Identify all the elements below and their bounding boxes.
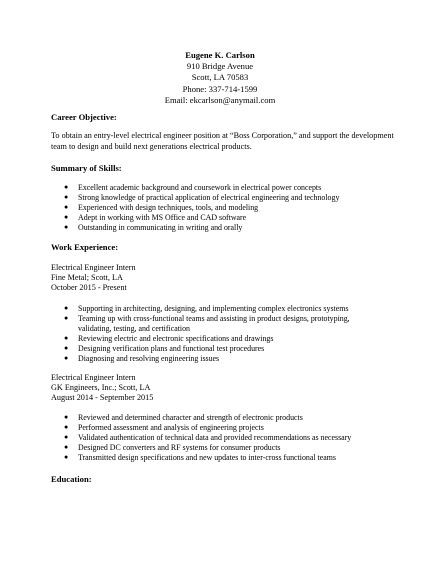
bullet-icon: ● (64, 202, 69, 211)
list-item: ● Excellent academic background and coursework in electrical power concepts (64, 183, 322, 192)
list-item: ● Performed assessment and analysis of engineering projects (64, 422, 264, 432)
job-header-2 (51, 373, 153, 403)
list-item: ● Outstanding in communicating in writing and orally (64, 222, 243, 232)
career-objective-text: To obtain an entry-level electrical engineer position at “Boss Corporation,” and support the development team to design and build next generations electrical products. (51, 131, 394, 151)
job-company: GK Engineers, Inc.; Scott, LA (51, 383, 151, 392)
bullet-icon: ● (64, 183, 69, 191)
street-address: 910 Bridge Avenue (186, 61, 254, 72)
bullet-icon: ● (64, 452, 69, 461)
job-company: Fine Metal; Scott, LA (51, 273, 123, 282)
education-heading: Education: (51, 474, 92, 484)
list-item: ● Designing verification plans and functional test procedures (64, 343, 265, 353)
list-item: ● Supporting in architecting, designing, and implementing complex electronics systems (64, 304, 349, 313)
list-item: ● Validated authentication of technical data and provided recommendations as necessary (64, 432, 352, 442)
list-item: ● Strong knowledge of practical application of electrical engineering and technology (64, 192, 340, 202)
job-role: Electrical Engineer Intern (51, 373, 136, 382)
contact-header (0, 50, 440, 106)
bullet-icon: ● (64, 343, 69, 352)
city-state-zip: Scott, LA 70583 (191, 72, 249, 83)
job-duties-list-2 (64, 413, 384, 463)
list-item: ● Teaming up with cross-functional teams and assisting in product designs, prototyping, validating, testing, and certification (64, 313, 350, 333)
list-item: ● Transmitted design specifications and new updates to inter-cross functional teams (64, 452, 336, 462)
job-duties-list-1 (64, 304, 384, 363)
bullet-icon: ● (64, 222, 69, 231)
list-item: ● Diagnosing and resolving engineering issues (64, 353, 220, 363)
list-item: ● Experienced with design techniques, tools, and modeling (64, 202, 259, 212)
bullet-icon: ● (64, 413, 69, 421)
bullet-icon: ● (64, 432, 69, 441)
skills-list (64, 183, 384, 233)
job-dates: August 2014 - September 2015 (51, 393, 154, 402)
list-item: ● Designed DC converters and RF systems for consumer products (64, 442, 281, 452)
bullet-icon: ● (64, 353, 69, 362)
list-item: ● Adept in working with MS Office and CAD software (64, 212, 247, 222)
bullet-icon: ● (64, 304, 69, 312)
bullet-icon: ● (64, 192, 69, 201)
bullet-icon: ● (64, 313, 69, 322)
skills-heading: Summary of Skills: (51, 163, 122, 173)
work-experience-heading: Work Experience: (51, 242, 119, 252)
career-objective-heading: Career Objective: (51, 112, 117, 122)
email-address: Email: ekcarlson@anymail.com (164, 94, 276, 105)
list-item: ● Reviewing electric and electronic specifications and drawings (64, 333, 274, 343)
applicant-name: Eugene K. Carlson (185, 50, 255, 60)
phone-number: Phone: 337-714-1599 (182, 83, 258, 94)
job-role: Electrical Engineer Intern (51, 263, 136, 272)
bullet-icon: ● (64, 422, 69, 431)
job-dates: October 2015 - Present (51, 283, 127, 292)
bullet-icon: ● (64, 333, 69, 342)
bullet-icon: ● (64, 212, 69, 221)
job-header-1 (51, 263, 136, 293)
list-item: ● Reviewed and determined character and strength of electronic products (64, 413, 303, 422)
bullet-icon: ● (64, 442, 69, 451)
